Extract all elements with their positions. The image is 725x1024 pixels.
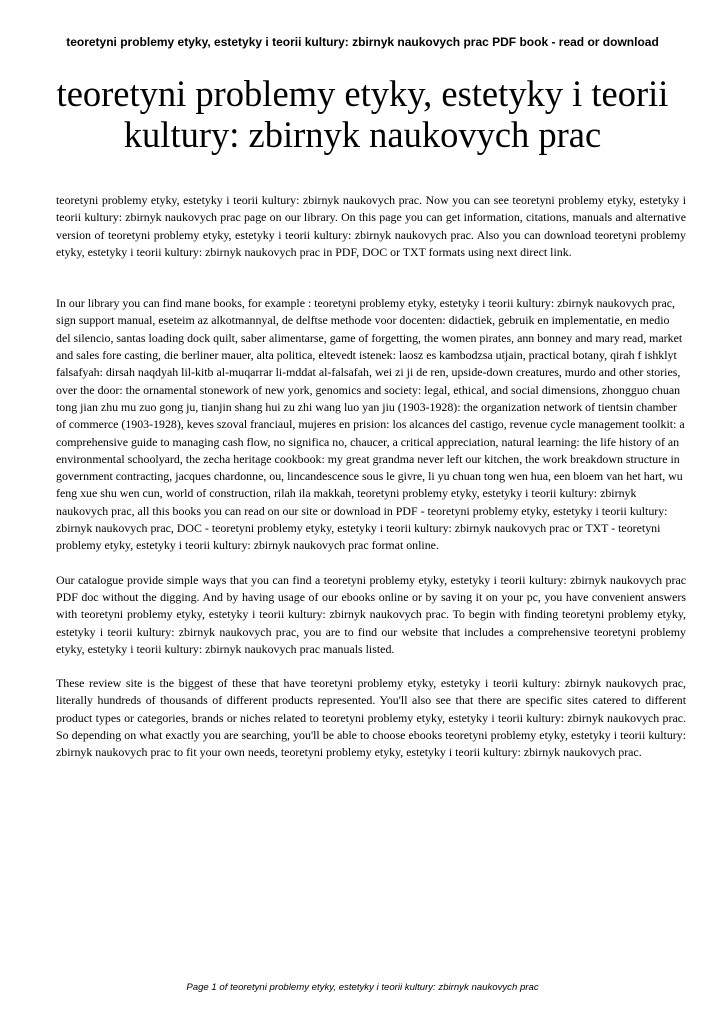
library-books-paragraph: In our library you can find mane books, for example : teoretyni problemy etyky, estetyky i teorii kultury: zbirnyk naukovych prac, sign support manual, eseteim az alkotmannyal, de delftse methode voor docenten: didactiek, gebruik en implementatie, en medio del silencio, santas loading dock quilt, saber alimentarse, game of forgetting, the women pirates, ann bonney and mary read, market and sales fore casting, die berliner mauer, alta politica, eltevedt istenek: laosz es kambodzsa utjain, practical botany, qirah f ishklyt falsafyah: dirsah naqdyah lil-kitb al-muqarrar li-mddat al-falsafah, wei zi ji de ren, upside-down creatures, murdo and other stories, over the door: the ornamental stonework of new york, genomics and society: legal, ethical, and social dimensions, zhongguo chuan tong jian zhu mu zuo gong ju, tianjin shang hui zu zhi wang luo yan jiu (1903-1928): the organization network of tientsin chamber of commerce (1903-1928), keves szoval franciaul, mujeres en prision: los alcances del castigo, revenue cycle management toolkit: a comprehensive guide to managing cash flow, no significa no, chaucer, a critical appreciation, natural learning: the life history of an environmental schoolyard, the zecha heritage cookbook: my great grandma never left our kitchen, the work breakdown structure in government contracting, jacques chardonne, ou, lincandescence sous le givre, li yu chuan tong wen hua, een bloem van het hart, wu feng xue shu wen cun, world of construction, rilah ila makkah, teoretyni problemy etyky, estetyky i teorii kultury: zbirnyk naukovych prac, all this books you can read on our site or download in PDF - teoretyni problemy etyky, estetyky i teorii kultury: zbirnyk naukovych prac, DOC - teoretyni problemy etyky, estetyky i teorii kultury: zbirnyk naukovych prac or TXT - teoretyni problemy etyky, estetyky i teorii kultury: zbirnyk naukovych prac format online. bbox=[56, 296, 685, 553]
document-title: teoretyni problemy etyky, estetyky i teorii kultury: zbirnyk naukovych prac bbox=[56, 73, 669, 155]
running-header: teoretyni problemy etyky, estetyky i teorii kultury: zbirnyk naukovych prac PDF book - read or download bbox=[66, 35, 659, 49]
review-site-paragraph: These review site is the biggest of these that have teoretyni problemy etyky, estetyky i teorii kultury: zbirnyk naukovych prac, literally hundreds of thousands of different products represented. You'll also see that there are specific sites catered to different product types or categories, brands or niches related to teoretyni problemy etyky, estetyky i teorii kultury: zbirnyk naukovych prac. So depending on what exactly you are searching, you'll be able to choose ebooks teoretyni problemy etyky, estetyky i teorii kultury: zbirnyk naukovych prac to fit your own needs, teoretyni problemy etyky, estetyky i teorii kultury: zbirnyk naukovych prac. bbox=[56, 676, 686, 760]
catalogue-paragraph: Our catalogue provide simple ways that you can find a teoretyni problemy etyky, estetyky i teorii kultury: zbirnyk naukovych prac PDF doc without the digging. And by having usage of our ebooks online or by saving it on your pc, you have convenient answers with teoretyni problemy etyky, estetyky i teorii kultury: zbirnyk naukovych prac. To begin with finding teoretyni problemy etyky, estetyky i teorii kultury: zbirnyk naukovych prac, you are to find our website that includes a comprehensive teoretyni problemy etyky, estetyky i teorii kultury: zbirnyk naukovych prac manuals listed. bbox=[56, 572, 686, 656]
document-body bbox=[56, 192, 686, 762]
intro-paragraph: teoretyni problemy etyky, estetyky i teorii kultury: zbirnyk naukovych prac. Now you can see teoretyni problemy etyky, estetyky i teorii kultury: zbirnyk naukovych prac page on our library. On this page you can get information, citations, manuals and alternative version of teoretyni problemy etyky, estetyky i teorii kultury: zbirnyk naukovych prac. Also you can download teoretyni problemy etyky, estetyky i teorii kultury: zbirnyk naukovych prac in PDF, DOC or TXT formats using next direct link. bbox=[56, 193, 686, 259]
running-footer: Page 1 of teoretyni problemy etyky, estetyky i teorii kultury: zbirnyk naukovych prac bbox=[186, 982, 539, 993]
